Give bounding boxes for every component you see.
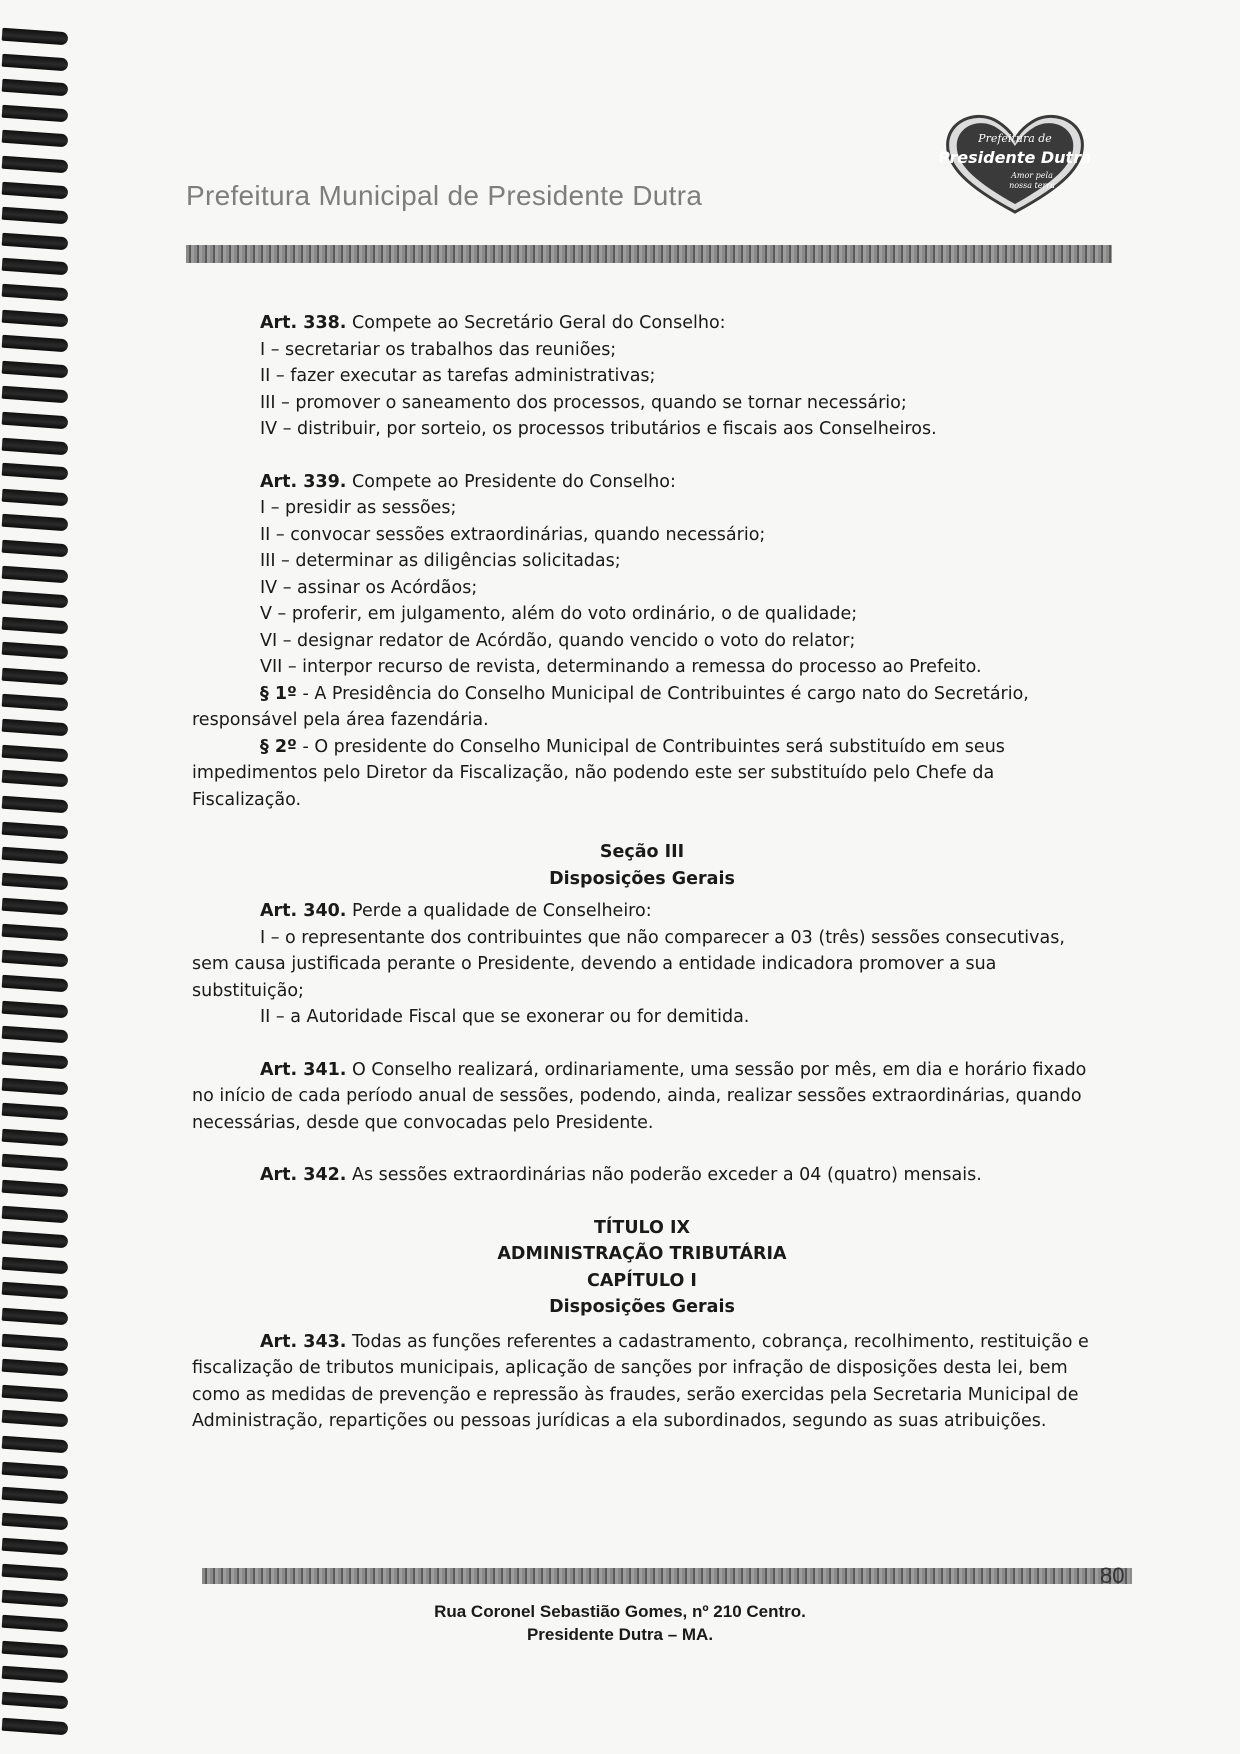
article-number: Art. 342. xyxy=(260,1165,347,1185)
binding-coil xyxy=(2,1666,69,1684)
section-subtitle: Disposições Gerais xyxy=(549,868,735,889)
binding-coil xyxy=(2,1333,69,1351)
list-item: III – determinar as diligências solicitadas; xyxy=(260,551,621,571)
footer-address: Rua Coronel Sebastião Gomes, nº 210 Centro. xyxy=(434,1602,806,1621)
list-item: I – presidir as sessões; xyxy=(260,498,457,518)
list-item: II – a Autoridade Fiscal que se exonerar ou for demitida. xyxy=(260,1007,750,1027)
binding-coil xyxy=(2,1436,69,1454)
binding-coil xyxy=(2,1077,69,1095)
article-341 xyxy=(192,1057,1092,1137)
paragraph-text: - O presidente do Conselho Municipal de Contribuintes será substituído em seus impedimentos pelo Diretor da Fiscalização, não podendo este ser substituído pelo Chefe da Fiscalização. xyxy=(192,736,1005,810)
chapter-heading: CAPÍTULO I xyxy=(587,1270,697,1291)
binding-coil xyxy=(2,770,69,788)
binding-coil xyxy=(2,617,69,635)
page-footer xyxy=(0,1600,1240,1646)
binding-coil xyxy=(2,1308,69,1326)
section-3-heading xyxy=(192,839,1092,892)
binding-coil xyxy=(2,1231,69,1249)
binding-coil xyxy=(2,105,69,123)
binding-coil xyxy=(2,463,69,481)
binding-coil xyxy=(2,1129,69,1147)
binding-coil xyxy=(2,386,69,404)
article-text: As sessões extraordinárias não poderão exceder a 04 (quatro) mensais. xyxy=(346,1165,982,1185)
binding-coil xyxy=(2,719,69,737)
article-number: Art. 343. xyxy=(260,1331,347,1352)
municipality-logo xyxy=(940,108,1090,218)
article-342 xyxy=(192,1162,1092,1189)
article-number: Art. 341. xyxy=(260,1059,347,1080)
chapter-subheading: Disposições Gerais xyxy=(549,1297,735,1317)
binding-coil xyxy=(2,284,69,302)
article-text: Perde a qualidade de Conselheiro: xyxy=(346,901,652,921)
article-text: Todas as funções referentes a cadastramento, cobrança, recolhimento, restituição e fiscalização de tributos municipais, aplicação de sanções por infração de disposições desta lei, bem como as medidas de prevenção e repressão às fraudes, serão exercidas pela Secretaria Municipal de Administração, repartições ou pessoas jurídicas a ela subordinados, segundo as suas atribuições. xyxy=(192,1331,1089,1431)
binding-coil xyxy=(2,1180,69,1198)
paragraph-number: § 1º xyxy=(260,683,297,704)
binding-coil xyxy=(2,975,69,993)
binding-coil xyxy=(2,489,69,507)
list-item: VII – interpor recurso de revista, determinando a remessa do processo ao Prefeito. xyxy=(260,657,982,677)
list-item: II – convocar sessões extraordinárias, quando necessário; xyxy=(260,524,766,545)
binding-coil xyxy=(2,873,69,891)
binding-coil xyxy=(2,1717,69,1735)
heart-logo-icon xyxy=(940,108,1090,218)
spiral-binding xyxy=(0,0,75,1754)
binding-coil xyxy=(2,1487,69,1505)
binding-coil xyxy=(2,1359,69,1377)
binding-coil xyxy=(2,745,69,763)
page-number: 80 xyxy=(1100,1563,1125,1588)
binding-coil xyxy=(2,847,69,865)
binding-coil xyxy=(2,207,69,225)
binding-coil xyxy=(2,53,69,71)
list-item: I – secretariar os trabalhos das reuniões; xyxy=(260,339,617,360)
list-item: IV – distribuir, por sorteio, os processos tributários e fiscais aos Conselheiros. xyxy=(260,419,937,439)
binding-coil xyxy=(2,1692,69,1710)
binding-coil xyxy=(2,540,69,558)
binding-coil xyxy=(2,1052,69,1070)
footer-city: Presidente Dutra – MA. xyxy=(526,1625,714,1644)
article-340 xyxy=(192,898,1092,1031)
binding-coil xyxy=(2,1154,69,1172)
binding-coil xyxy=(2,437,69,455)
paragraph-number: § 2º xyxy=(260,736,297,757)
binding-coil xyxy=(2,1538,69,1556)
article-number: Art. 340. xyxy=(260,901,347,921)
binding-coil xyxy=(2,156,69,174)
binding-coil xyxy=(2,693,69,711)
binding-coil xyxy=(2,309,69,327)
binding-coil xyxy=(2,821,69,839)
list-item: IV – assinar os Acórdãos; xyxy=(260,577,478,598)
paragraph-text: - A Presidência do Conselho Municipal de Contribuintes é cargo nato do Secretário, responsável pela área fazendária. xyxy=(192,683,1029,730)
binding-coil xyxy=(2,898,69,916)
binding-coil xyxy=(2,668,69,686)
article-339 xyxy=(192,469,1092,814)
binding-coil xyxy=(2,361,69,379)
article-number: Art. 338. xyxy=(260,313,347,333)
binding-coil xyxy=(2,1026,69,1044)
list-item: II – fazer executar as tarefas administrativas; xyxy=(260,366,656,386)
title-heading: TÍTULO IX xyxy=(593,1217,691,1238)
logo-text-line3: Amor pela xyxy=(1011,171,1053,180)
article-338 xyxy=(192,310,1092,443)
logo-text-line1: Prefeitura de xyxy=(978,132,1052,145)
binding-coil xyxy=(2,1001,69,1019)
list-item: V – proferir, em julgamento, além do voto ordinário, o de qualidade; xyxy=(260,604,858,624)
title-subheading: ADMINISTRAÇÃO TRIBUTÁRIA xyxy=(497,1244,787,1264)
article-text: Compete ao Presidente do Conselho: xyxy=(346,471,676,492)
binding-coil xyxy=(2,1461,69,1479)
binding-coil xyxy=(2,412,69,430)
binding-coil xyxy=(2,28,69,46)
footer-divider xyxy=(202,1568,1132,1584)
article-text: O Conselho realizará, ordinariamente, uma sessão por mês, em dia e horário fixado no início de cada período anual de sessões, podendo, ainda, realizar sessões extraordinárias, quando necessárias, desde que convocadas pelo Presidente. xyxy=(192,1059,1087,1133)
binding-coil xyxy=(2,335,69,353)
binding-coil xyxy=(2,1205,69,1223)
binding-coil xyxy=(2,949,69,967)
binding-coil xyxy=(2,591,69,609)
binding-coil xyxy=(2,1103,69,1121)
logo-text-line2: Presidente Dutra xyxy=(940,148,1090,167)
page-header-title: Prefeitura Municipal de Presidente Dutra xyxy=(186,180,703,211)
header-divider xyxy=(186,245,1112,263)
binding-coil xyxy=(2,233,69,251)
article-number: Art. 339. xyxy=(260,471,347,492)
article-text: Compete ao Secretário Geral do Conselho: xyxy=(346,313,726,333)
binding-coil xyxy=(2,514,69,532)
binding-coil xyxy=(2,642,69,660)
binding-coil xyxy=(2,1564,69,1582)
binding-coil xyxy=(2,1257,69,1275)
section-title: Seção III xyxy=(599,842,685,862)
paragraph-1 xyxy=(192,681,1092,734)
title-9-heading xyxy=(192,1215,1092,1321)
binding-coil xyxy=(2,1385,69,1403)
binding-coil xyxy=(2,130,69,148)
binding-coil xyxy=(2,565,69,583)
binding-coil xyxy=(2,258,69,276)
binding-coil xyxy=(2,1513,69,1531)
binding-coil xyxy=(2,1410,69,1428)
paragraph-2 xyxy=(192,734,1092,814)
article-343 xyxy=(192,1329,1092,1435)
list-item: I – o representante dos contribuintes que não comparecer a 03 (três) sessões consecutivas, sem causa justificada perante o Presidente, devendo a entidade indicadora promover a sua substituição; xyxy=(192,927,1065,1001)
list-item: III – promover o saneamento dos processos, quando se tornar necessário; xyxy=(260,392,907,413)
binding-coil xyxy=(2,1282,69,1300)
logo-text-line4: nossa terra xyxy=(1009,181,1055,190)
list-item: VI – designar redator de Acórdão, quando vencido o voto do relator; xyxy=(260,630,856,651)
document-body xyxy=(192,310,1092,1435)
binding-coil xyxy=(2,924,69,942)
binding-coil xyxy=(2,79,69,97)
binding-coil xyxy=(2,181,69,199)
binding-coil xyxy=(2,796,69,814)
